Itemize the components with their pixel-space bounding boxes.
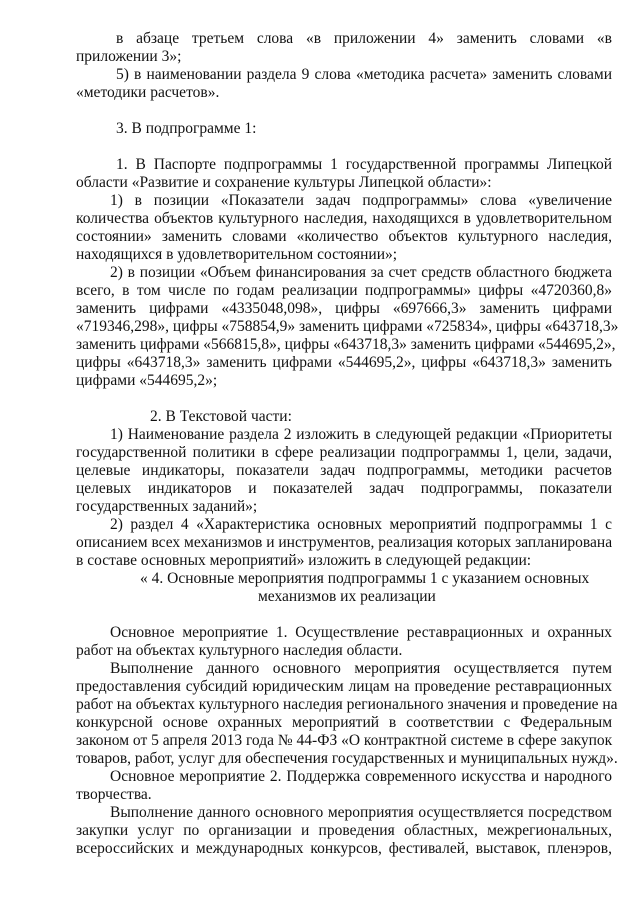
text-line: законом от 5 апреля 2013 года № 44-ФЗ «О контрактной системе в сфере закупок (76, 732, 613, 749)
text-line: всего, в том числе по годам реализации подпрограммы» цифры «4720360,8» (76, 282, 612, 299)
text-line: цифрами «544695,2»; (76, 372, 218, 389)
text-line: 1) в позиции «Показатели задач подпрограммы» слова «увеличение (110, 192, 612, 209)
section-heading: 3. В подпрограмме 1: (116, 120, 257, 137)
text-line: закупки услуг по организации и проведения областных, межрегиональных, (76, 822, 612, 839)
text-line: описанием всех механизмов и инструментов, реализация которых запланирована (76, 534, 613, 551)
text-line: количества объектов культурного наследия, находящихся в удовлетворительном (76, 210, 612, 227)
text-line: целевых индикаторов и показателей задач подпрограммы, показатели (76, 480, 612, 497)
text-line: заменить цифрами «4335048,098», цифры «697666,3» заменить цифрами (76, 300, 612, 317)
text-line: 1. В Паспорте подпрограммы 1 государственной программы Липецкой (116, 156, 612, 173)
text-line: товаров, работ, услуг для обеспечения государственных и муниципальных нужд». (76, 750, 618, 767)
text-line: всероссийских и международных конкурсов, фестивалей, выставок, пленэров, (76, 840, 612, 857)
text-line: в абзаце третьем слова «в приложении 4» заменить словами «в (116, 30, 612, 47)
text-line: государственной политики в сфере реализации подпрограммы 1, цели, задачи, (76, 444, 612, 461)
text-line: 5) в наименовании раздела 9 слова «методика расчета» заменить словами (116, 66, 612, 83)
text-line: предоставления субсидий юридическим лицам на проведение реставрационных (76, 678, 612, 695)
text-line: цифры «643718,3» заменить цифрами «544695,2», цифры «643718,3» заменить (76, 354, 612, 371)
subsection-title: « 4. Основные мероприятия подпрограммы 1 с указанием основных (140, 570, 590, 587)
text-line: работ на объектах культурного наследия области. (76, 642, 403, 659)
section-heading: 2. В Текстовой части: (150, 408, 292, 425)
text-line: работ на объектах культурного наследия регионального значения и проведение на (76, 696, 618, 713)
text-line: приложении 3»; (76, 48, 182, 65)
text-line: области «Развитие и сохранение культуры Липецкой области»: (76, 174, 492, 191)
text-line: Основное мероприятие 1. Осуществление реставрационных и охранных (110, 624, 612, 641)
text-line: 1) Наименование раздела 2 изложить в следующей редакции «Приоритеты (110, 426, 612, 443)
text-line: целевые индикаторы, показатели задач подпрограммы, методики расчетов (76, 462, 612, 479)
text-line: находящихся в удовлетворительном состоянии»; (76, 246, 398, 263)
text-line: Основное мероприятие 2. Поддержка современного искусства и народного (110, 768, 612, 785)
text-line: 2) в позиции «Объем финансирования за счет средств областного бюджета (110, 264, 612, 281)
text-line: творчества. (76, 786, 152, 803)
text-line: «методики расчетов». (76, 84, 220, 101)
text-line: Выполнение данного основного мероприятия осуществляется путем (110, 660, 612, 677)
text-line: «719346,298», цифры «758854,9» заменить цифрами «725834», цифры «643718,3» (76, 318, 619, 335)
text-line: Выполнение данного основного мероприятия осуществляется посредством (110, 804, 612, 821)
text-line: конкурсной основе охранных мероприятий в соответствии с Федеральным (76, 714, 612, 731)
text-line: 2) раздел 4 «Характеристика основных мероприятий подпрограммы 1 с (110, 516, 612, 533)
text-line: государственных заданий»; (76, 498, 258, 515)
text-line: заменить цифрами «566815,8», цифры «643718,3» заменить цифрами «544695,2», (76, 336, 616, 353)
text-line: в составе основных мероприятий» изложить в следующей редакции: (76, 552, 532, 569)
subsection-title: механизмов их реализации (258, 588, 436, 605)
text-line: состоянии» заменить словами «количество объектов культурного наследия, (76, 228, 612, 245)
